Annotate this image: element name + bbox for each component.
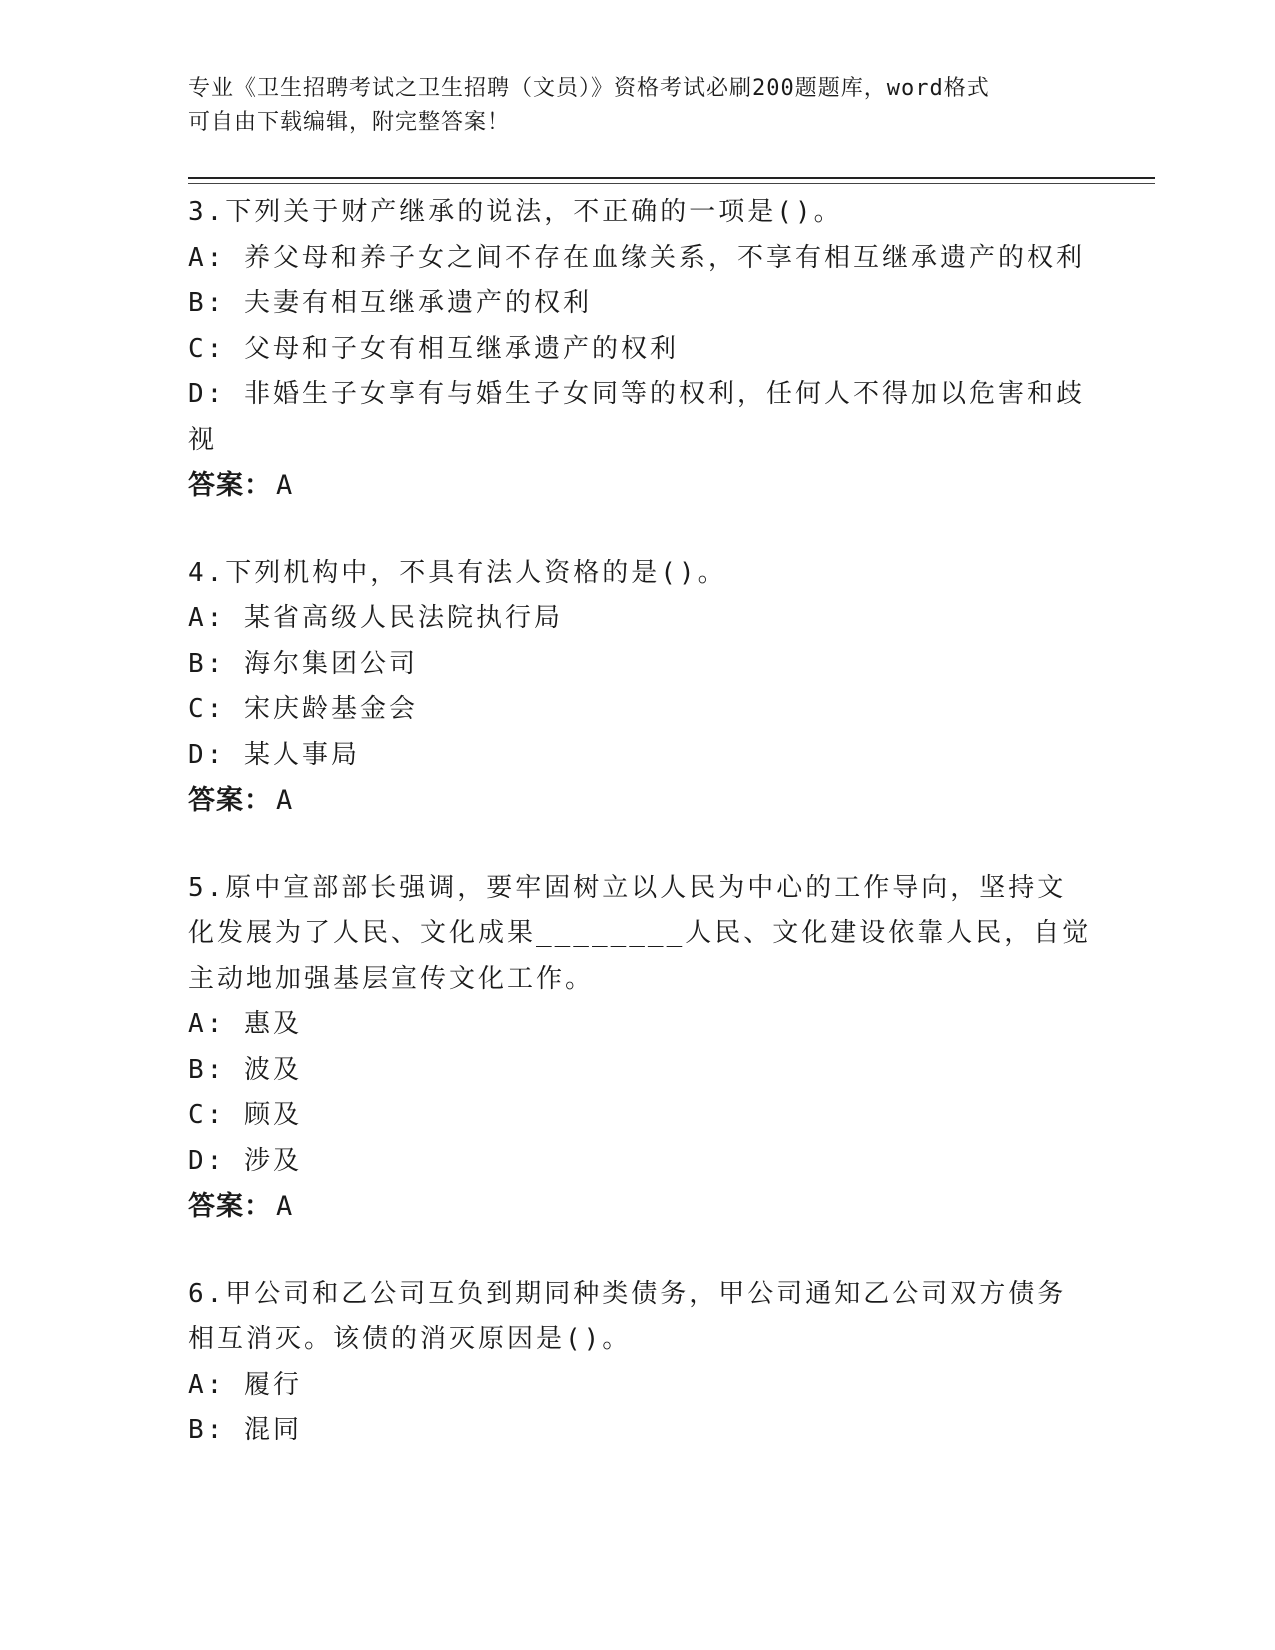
answer-value: A — [276, 470, 294, 501]
option-c: C: 父母和子女有相互继承遗产的权利 — [188, 333, 679, 364]
question-stem: 6.甲公司和乙公司互负到期同种类债务，甲公司通知乙公司双方债务 — [188, 1278, 1067, 1309]
option-b: B: 夫妻有相互继承遗产的权利 — [188, 288, 592, 318]
question-3 — [188, 190, 1088, 509]
option-c: C: 宋庆龄基金会 — [188, 694, 418, 724]
question-stem: 5.原中宣部部长强调，要牢固树立以人民为中心的工作导向，坚持文 — [188, 872, 1067, 903]
question-stem-line-3: 主动地加强基层宣传文化工作。 — [188, 963, 595, 994]
answer-label: 答案： — [188, 785, 272, 816]
page-header — [188, 72, 1068, 140]
answer-label: 答案： — [188, 470, 272, 501]
option-d-continuation: 视 — [188, 424, 218, 455]
question-5 — [188, 866, 1092, 1230]
option-b: B: 波及 — [188, 1054, 302, 1085]
option-d: D: 非婚生子女享有与婚生子女同等的权利，任何人不得加以危害和歧 — [188, 379, 1085, 409]
question-stem: 4.下列机构中，不具有法人资格的是()。 — [188, 557, 727, 588]
option-b: B: 混同 — [188, 1415, 302, 1445]
question-stem-line-2: 化发展为了人民、文化成果________人民、文化建设依靠人民，自觉 — [188, 918, 1092, 948]
question-stem-line-2: 相互消灭。该债的消灭原因是()。 — [188, 1324, 632, 1354]
option-d: D: 某人事局 — [188, 739, 360, 770]
answer-value: A — [276, 785, 294, 816]
answer-label: 答案： — [188, 1191, 272, 1222]
question-6 — [188, 1272, 1088, 1454]
header-divider-thick — [188, 177, 1155, 179]
header-line-2: 可自由下载编辑，附完整答案！ — [188, 110, 511, 135]
option-b: B: 海尔集团公司 — [188, 648, 418, 679]
option-a: A: 惠及 — [188, 1009, 302, 1039]
option-a: A: 养父母和养子女之间不存在血缘关系，不享有相互继承遗产的权利 — [188, 242, 1085, 273]
question-4 — [188, 551, 1088, 824]
header-line-1: 专业《卫生招聘考试之卫生招聘（文员）》资格考试必刷200题题库，word格式 — [188, 76, 990, 101]
option-c: C: 顾及 — [188, 1100, 302, 1130]
option-a: A: 某省高级人民法院执行局 — [188, 603, 563, 633]
question-list — [188, 190, 1092, 1496]
question-stem: 3.下列关于财产继承的说法，不正确的一项是()。 — [188, 197, 843, 227]
answer-line — [188, 463, 1088, 509]
answer-value: A — [276, 1191, 294, 1222]
option-d: D: 涉及 — [188, 1145, 302, 1176]
answer-line — [188, 778, 1088, 824]
option-a: A: 履行 — [188, 1369, 302, 1400]
answer-line — [188, 1184, 1088, 1230]
header-divider-thin — [188, 183, 1155, 184]
